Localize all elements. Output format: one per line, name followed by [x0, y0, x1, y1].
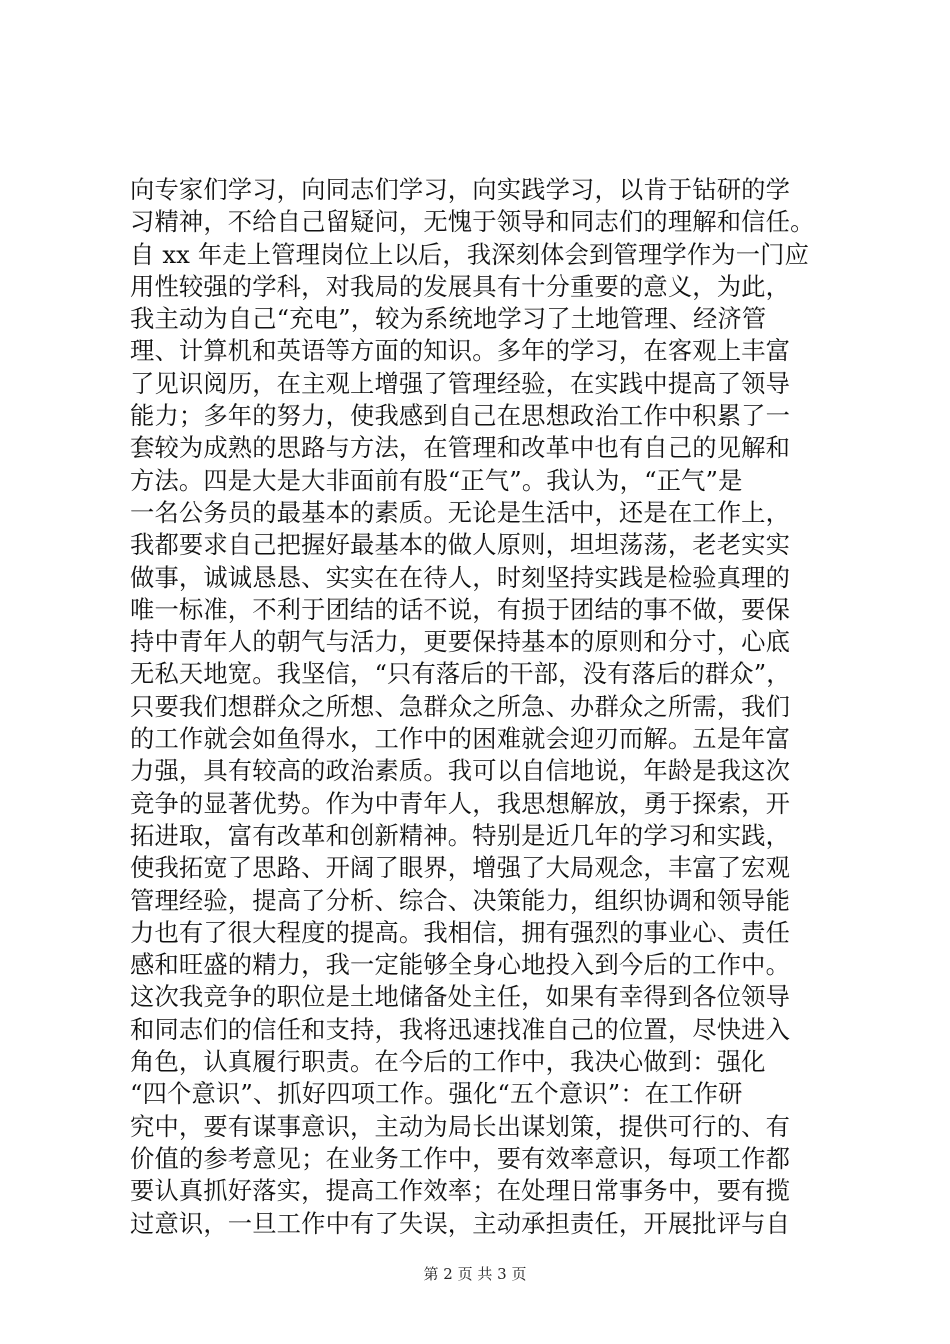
text-line: 感和旺盛的精力，我一定能够全身心地投入到今后的工作中。: [130, 950, 791, 980]
text-line: 做事，诚诚恳恳、实实在在待人，时刻坚持实践是检验真理的: [130, 562, 791, 592]
text-line: 套较为成熟的思路与方法，在管理和改革中也有自己的见解和: [130, 433, 791, 463]
text-line: 无私天地宽。我坚信，“只有落后的干部，没有落后的群众”，: [130, 659, 791, 689]
text-line: 持中青年人的朝气与活力，更要保持基本的原则和分寸，心底: [130, 627, 791, 657]
text-line: 唯一标准，不利于团结的话不说，有损于团结的事不做，要保: [130, 594, 791, 624]
text-line: 竞争的显著优势。作为中青年人，我思想解放，勇于探索，开: [130, 788, 791, 818]
text-line: 我都要求自己把握好最基本的做人原则，坦坦荡荡，老老实实: [130, 530, 791, 560]
text-line: 管理经验，提高了分析、综合、决策能力，组织协调和领导能: [130, 885, 791, 915]
text-line: 只要我们想群众之所想、急群众之所急、办群众之所需，我们: [130, 691, 791, 721]
text-line: 向专家们学习，向同志们学习，向实践学习，以肯于钻研的学: [130, 175, 791, 204]
text-line: 这次我竞争的职位是土地储备处主任，如果有幸得到各位领导: [130, 982, 791, 1012]
text-line: 理、计算机和英语等方面的知识。多年的学习，在客观上丰富: [130, 336, 791, 366]
text-line: 了见识阅历，在主观上增强了管理经验，在实践中提高了领导: [130, 368, 791, 398]
text-line: 自 xx 年走上管理岗位上以后，我深刻体会到管理学作为一门应: [130, 239, 810, 269]
text-line: 价值的参考意见；在业务工作中，要有效率意识，每项工作都: [130, 1143, 791, 1173]
page-number-footer: 第 2 页 共 3 页: [423, 1265, 527, 1283]
text-line: 用性较强的学科，对我局的发展具有十分重要的意义，为此，: [130, 271, 791, 301]
text-line: 使我拓宽了思路、开阔了眼界，增强了大局观念，丰富了宏观: [130, 853, 791, 883]
text-line: 和同志们的信任和支持，我将迅速找准自己的位置，尽快进入: [130, 1014, 791, 1044]
text-line: 究中，要有谋事意识，主动为局长出谋划策，提供可行的、有: [130, 1111, 791, 1141]
text-line: “四个意识”、抓好四项工作。强化“五个意识”：在工作研: [130, 1079, 743, 1109]
text-line: 习精神，不给自己留疑问，无愧于领导和同志们的理解和信任。: [130, 207, 815, 237]
text-line: 一名公务员的最基本的素质。无论是生活中，还是在工作上，: [130, 497, 791, 527]
text-line: 过意识，一旦工作中有了失误，主动承担责任，开展批评与自: [130, 1208, 791, 1238]
text-line: 能力；多年的努力，使我感到自己在思想政治工作中积累了一: [130, 401, 791, 431]
text-line: 角色，认真履行职责。在今后的工作中，我决心做到：强化: [130, 1047, 766, 1077]
text-line: 的工作就会如鱼得水，工作中的困难就会迎刃而解。五是年富: [130, 724, 791, 754]
text-line: 要认真抓好落实，提高工作效率；在处理日常事务中，要有揽: [130, 1176, 791, 1206]
text-line: 力强，具有较高的政治素质。我可以自信地说，年龄是我这次: [130, 756, 791, 786]
text-line: 力也有了很大程度的提高。我相信，拥有强烈的事业心、责任: [130, 917, 791, 947]
text-line: 方法。四是大是大非面前有股“正气”。我认为，“正气”是: [130, 465, 743, 495]
text-line: 我主动为自己“充电”，较为系统地学习了土地管理、经济管: [130, 304, 767, 334]
body-text: [130, 174, 840, 1240]
text-line: 拓进取，富有改革和创新精神。特别是近几年的学习和实践，: [130, 820, 791, 850]
